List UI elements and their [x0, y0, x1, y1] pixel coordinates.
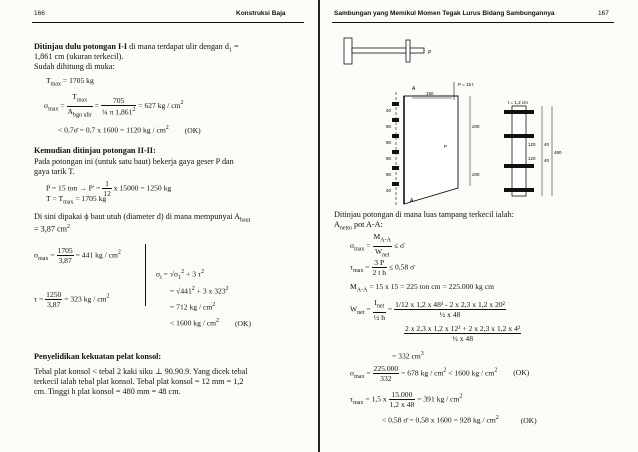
- p1-line1: Ditinjau dulu potongan I-I di mana terdapat ulir dengan $d_1$ =: [34, 42, 239, 54]
- sigma-stress-eq: $\sigma_{max}$ = $\frac{1705}{3,87}$ = 441 kg / $cm^2$: [34, 246, 121, 265]
- left-page: [0, 0, 318, 452]
- dim-480: 480: [554, 150, 562, 155]
- right-running-title: Sambungan yang Memikul Momen Tegak Lurus Bidang Sambungannya: [334, 10, 555, 17]
- tmax-eq: $T_{max} = 1705$ kg: [46, 76, 94, 88]
- dim-p15t: P = 15 t: [458, 82, 474, 87]
- left-header-rule: [32, 22, 304, 23]
- tau-result-eq: $\tau_{max} = 1,5$ x $\frac{15.000}{1,2 x 48}$ = 391 kg / $cm^2$: [350, 390, 463, 409]
- svg-text:80: 80: [386, 172, 392, 177]
- beam-web-shape: [352, 48, 424, 53]
- svg-text:40: 40: [386, 188, 392, 193]
- dim-40a: 40: [544, 142, 550, 147]
- p3-line3: cm. Tinggi h plat konsol = 480 mm = 48 cm.: [34, 387, 181, 396]
- intro-line1: Ditinjau potongan di mana luas tampang terkecil ialah:: [334, 210, 514, 219]
- d-line2: = 3,87 $cm^2$: [34, 224, 71, 234]
- bracket-connection-figure: [320, 26, 638, 206]
- p2-line2: gaya tarik T.: [34, 167, 75, 176]
- p1-line2: 1,861 cm (ukuran terkecil).: [34, 52, 124, 61]
- p3-line1: Tebal plat konsol < tebal 2 kaki siku ⊥ 90.90.9. Yang dicek tebal: [34, 367, 248, 376]
- p1-line3: Sudah dihitung di muka:: [34, 62, 115, 71]
- p3-line2: terkecil ialah tebal plat konsol. Tebal plat konsol = 12 mm = 1,2: [34, 377, 244, 386]
- sigma-i-eq3: = 712 kg / $cm^2$: [170, 302, 216, 312]
- sigma-i-eq2: = $√441^2 + 3$ x $323^2$: [170, 286, 229, 296]
- right-page-number: 167: [598, 10, 609, 17]
- p-eq: P = 15 ton → P' = $\frac{1}{12}$ x 15000 = 1250 kg: [46, 179, 172, 198]
- t-eq: $T = T_{max} = 1705$ kg: [46, 194, 107, 206]
- w-net-eq: $W_{net}$ = $\frac{I_{net}}{\text{½ h}}$ = $\frac{\text{1/12 x 1,2 x 48³ - 2 x 2,3 x 1,2 x 20²}}{\text{½ x 48}}$: [350, 298, 505, 322]
- d-line1: Di sini dipakai ϕ baut utuh (diameter d) di mana mempunyai $A_{baut}$: [34, 212, 251, 224]
- check-eq: < 0,7σ̄ = 0,7 x 1600 = 1120 kg / $cm^2$ (OK): [58, 125, 201, 135]
- w-net-eq2: $\frac{\text{2 x 2,3 x 1,2 x 12² + 2 x 2,3 x 1,2 x 4²}}{\text{½ x 48}}$: [405, 324, 521, 343]
- tau-max-eq-r: $\tau_{max}$ = $\frac{3 P}{\text{2 t h}}$ ≤ 0,58 σ̄: [350, 258, 415, 277]
- dim-40b: 40: [544, 158, 550, 163]
- p1-heading: Ditinjau dulu potongan I-I: [34, 42, 128, 51]
- p3-heading: Penyelidikan kekuatan pelat konsol:: [34, 352, 162, 361]
- right-header-rule: [332, 22, 614, 23]
- label-a-top: A: [412, 86, 416, 92]
- bolt-column: [392, 102, 399, 186]
- p2-line1: Pada potongan ini (untuk satu baut) bekerja gaya geser P dan: [34, 157, 234, 166]
- sigma-i-eq1: $\sigma_i = √\sigma_1^2 + 3$ $\tau^2$: [156, 269, 204, 282]
- tau-check-eq: < 0,58 σ̄ = 0,58 x 1600 = 928 kg / $cm^2$ (OK): [382, 415, 537, 425]
- left-running-title: Konstruksi Baja: [236, 10, 286, 17]
- label-a-bottom: A: [410, 198, 414, 204]
- sigma-max-eq: $\sigma_{max}$ = $\frac{T_{max}}{A_{bgn ulir}}$ = $\frac{705}{\frac{1}{4} \pi 1,861^2}$ = 627 kg / $cm^2$: [44, 92, 184, 119]
- moment-eq: $M_{A-A} = 15$ x 15 = 225 ton cm = 225.000 kg cm: [350, 282, 494, 294]
- label-p-mid: P: [444, 144, 448, 149]
- sigma-result-eq: $\sigma_{max}$ = $\frac{225.000}{332}$ = 678 kg / $cm^2 < 1600$ kg / $cm^2$ (OK): [350, 364, 530, 383]
- dim-150: 150: [426, 91, 434, 96]
- svg-text:80: 80: [386, 124, 392, 129]
- intro-line2: $A_{netto}$ pot A-A:: [334, 220, 383, 232]
- dim-120b: 120: [528, 156, 536, 161]
- dim-12cm: t = 1,2 cm: [508, 100, 528, 105]
- bracket-plate-shape: [404, 96, 458, 204]
- svg-text:80: 80: [386, 140, 392, 145]
- p1-text-a: di mana terdapat ulir dengan d: [127, 42, 229, 51]
- w-net-result: = 332 $cm^3$: [392, 351, 424, 361]
- combined-brace: [142, 244, 146, 306]
- dim-200a: 200: [472, 124, 480, 129]
- dim-120a: 120: [528, 142, 536, 147]
- sigma-i-eq4: < 1600 kg / $cm^2$ (OK): [170, 318, 251, 328]
- end-plate-shape: [406, 40, 410, 62]
- p2-heading: Kemudian ditinjau potongan II-II:: [34, 146, 156, 155]
- right-page: [320, 0, 638, 452]
- svg-text:80: 80: [386, 156, 392, 161]
- left-page-number: 166: [34, 10, 45, 17]
- svg-text:40: 40: [386, 108, 392, 113]
- side-section-shape: [512, 106, 526, 196]
- sigma-max-eq-r: $\sigma_{max}$ = $\frac{M_{A-A}}{W_{net}}$ ≤ σ̄: [350, 232, 405, 259]
- dim-200b: 200: [472, 172, 480, 177]
- column-flange-shape: [344, 38, 352, 64]
- label-p-top: P: [428, 50, 432, 56]
- tau-stress-eq: τ = $\frac{1250}{3,87}$ = 323 kg / $cm^2$: [34, 290, 110, 309]
